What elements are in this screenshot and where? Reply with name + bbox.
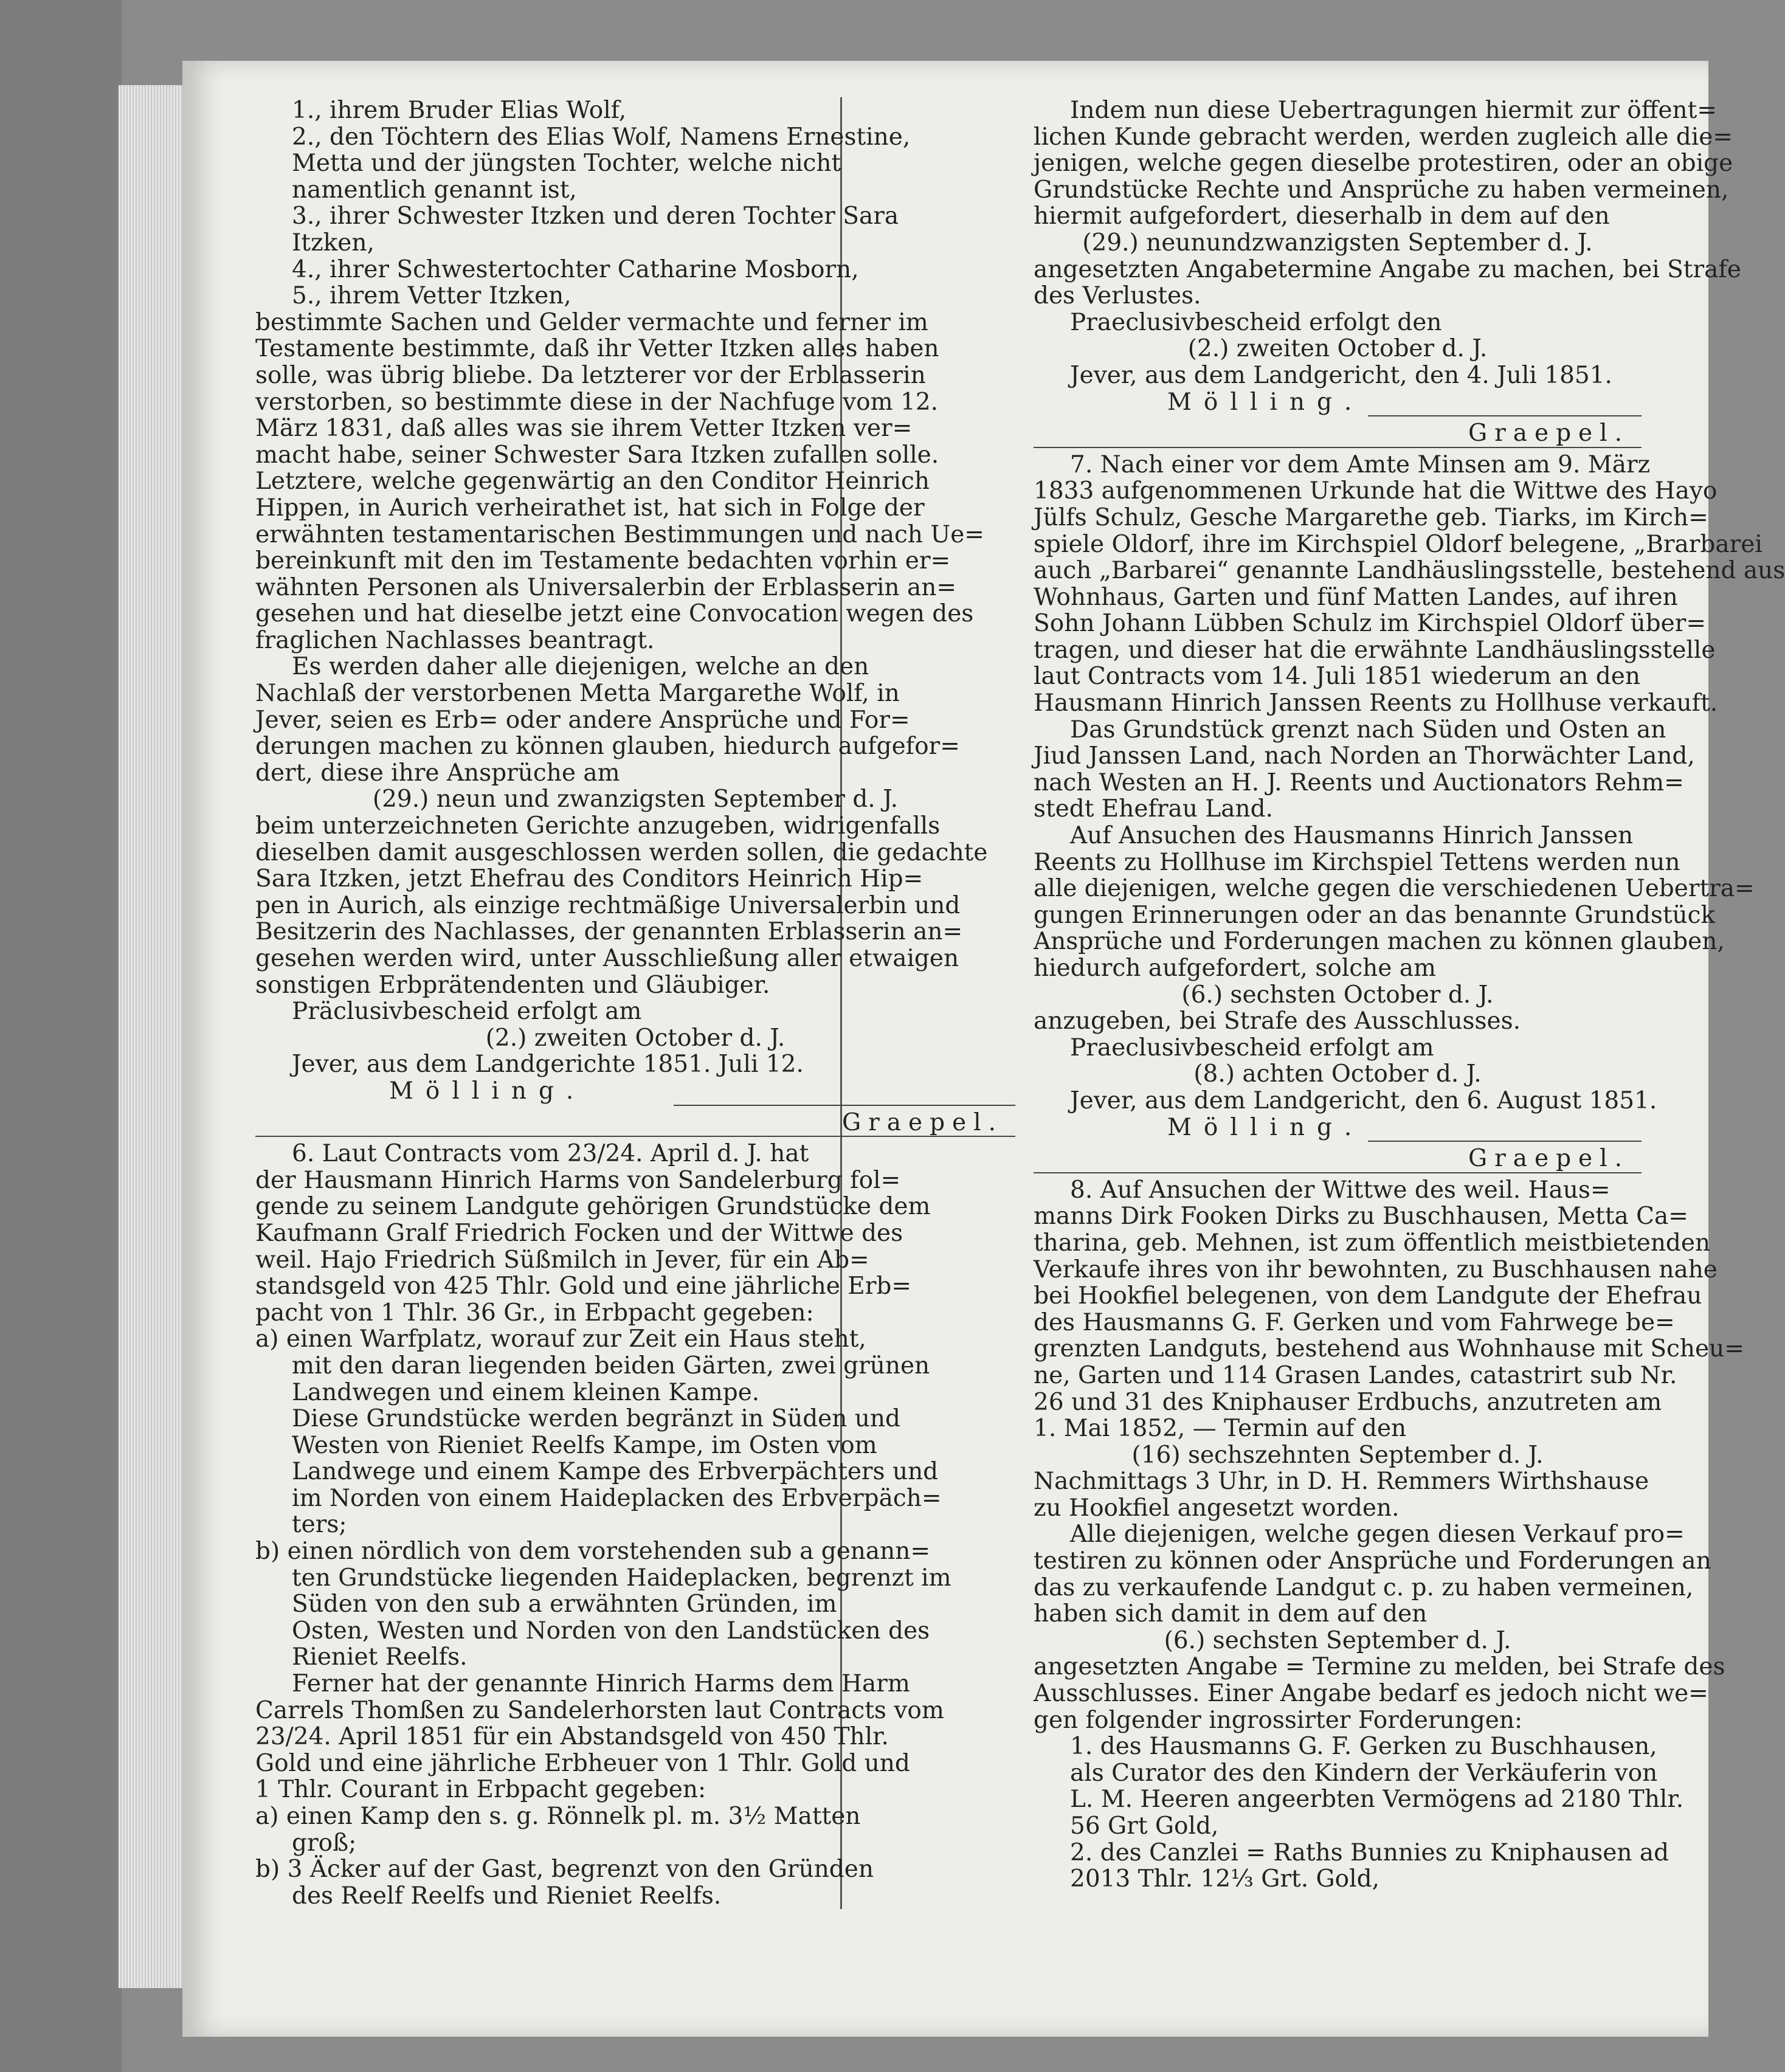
text-line: beim unterzeichneten Gerichte anzugeben, widrigenfalls — [255, 812, 941, 840]
text-line: macht habe, seiner Schwester Sara Itzken zufallen solle. — [255, 441, 939, 469]
text-line: nach Westen an H. J. Reents und Auctionators Rehm= — [1034, 768, 1684, 796]
text-line: Besitzerin des Nachlasses, der genannten Erblasserin an= — [255, 918, 963, 946]
text-line: Gold und eine jährliche Erbheuer von 1 Thlr. Gold und — [255, 1749, 910, 1777]
text-line: angesetzten Angabe = Termine zu melden, bei Strafe des — [1034, 1653, 1725, 1681]
text-line: tragen, und dieser hat die erwähnte Landhäuslingsstelle — [1034, 636, 1716, 664]
section-rule — [1034, 447, 1642, 448]
text-line: ters; — [292, 1511, 347, 1539]
text-line: Das Grundstück grenzt nach Süden und Osten an — [1070, 716, 1666, 744]
text-line: (8.) achten October d. J. — [1193, 1060, 1482, 1088]
left-column — [255, 97, 1015, 1909]
text-line: Wohnhaus, Garten und fünf Matten Landes, auf ihren — [1034, 583, 1678, 611]
text-line: b) einen nördlich von dem vorstehenden sub a genann= — [255, 1538, 931, 1566]
text-line: (29.) neun und zwanzigsten September d. J. — [372, 786, 899, 813]
text-line: namentlich genannt ist, — [292, 176, 577, 204]
text-line: weil. Hajo Friedrich Süßmilch in Jever, für ein Ab= — [255, 1246, 869, 1274]
text-line: Praeclusivbescheid erfolgt den — [1070, 308, 1442, 336]
text-line: Jever, aus dem Landgerichte 1851. Juli 12. — [292, 1051, 804, 1079]
text-line: Kaufmann Gralf Friedrich Focken und der Wittwe des — [255, 1219, 903, 1247]
text-line: Ansprüche und Forderungen machen zu können glauben, — [1034, 928, 1725, 956]
text-line: Verkaufe ihres von ihr bewohnten, zu Buschhausen nahe — [1034, 1255, 1718, 1283]
text-line: hiedurch aufgefordert, solche am — [1034, 955, 1436, 982]
text-line: Ausschlusses. Einer Angabe bedarf es jedoch nicht we= — [1034, 1680, 1708, 1708]
text-line: grenzten Landguts, bestehend aus Wohnhause mit Scheu= — [1034, 1335, 1744, 1363]
text-line: dieselben damit ausgeschlossen werden sollen, die gedachte — [255, 838, 988, 866]
text-line: (6.) sechsten September d. J. — [1164, 1626, 1511, 1654]
text-line: Mölling. — [389, 1077, 586, 1105]
text-line: Sara Itzken, jetzt Ehefrau des Conditors Heinrich Hip= — [255, 865, 924, 893]
text-line: (2.) zweiten October d. J. — [1187, 335, 1488, 363]
text-line: Reents zu Hollhuse im Kirchspiel Tettens werden nun — [1034, 848, 1680, 876]
text-line: 7. Nach einer vor dem Amte Minsen am 9. März — [1070, 451, 1651, 478]
text-line: ne, Garten und 114 Grasen Landes, catastrirt sub Nr. — [1034, 1361, 1677, 1389]
text-line: 4., ihrer Schwestertochter Catharine Mosborn, — [292, 255, 859, 283]
text-line: Jever, aus dem Landgericht, den 4. Juli 1851. — [1070, 361, 1612, 389]
text-line: derungen machen zu können glauben, hiedurch aufgefor= — [255, 733, 960, 761]
text-line: Landwege und einem Kampe des Erbverpächters und — [292, 1458, 939, 1486]
text-line: stedt Ehefrau Land. — [1034, 795, 1273, 823]
text-line: Präclusivbescheid erfolgt am — [292, 998, 642, 1026]
text-line: jenigen, welche gegen dieselbe protestiren, oder an obige — [1034, 150, 1733, 178]
text-line: gen folgender ingrossirter Forderungen: — [1034, 1706, 1523, 1734]
text-line: haben sich damit in dem auf den — [1034, 1600, 1428, 1628]
text-line: Jever, seien es Erb= oder andere Ansprüche und For= — [255, 706, 910, 734]
text-line: Indem nun diese Uebertragungen hiermit zur öffent= — [1070, 97, 1717, 124]
text-line: Hausmann Hinrich Janssen Reents zu Hollhuse verkauft. — [1034, 689, 1718, 717]
text-line: a) einen Warfplatz, worauf zur Zeit ein Haus steht, — [255, 1325, 866, 1353]
text-line: wähnten Personen als Universalerbin der Erblasserin an= — [255, 573, 956, 601]
text-line: groß; — [292, 1829, 357, 1857]
text-line: Letztere, welche gegenwärtig an den Conditor Heinrich — [255, 468, 930, 496]
text-line: L. M. Heeren angeerbten Vermögens ad 2180 Thlr. — [1070, 1786, 1684, 1814]
text-line: Nachlaß der verstorbenen Metta Margarethe Wolf, in — [255, 680, 900, 708]
text-line: Grundstücke Rechte und Ansprüche zu haben vermeinen, — [1034, 176, 1729, 204]
text-line: gesehen und hat dieselbe jetzt eine Convocation wegen des — [255, 600, 974, 628]
text-line: 1. Mai 1852, — Termin auf den — [1034, 1415, 1407, 1443]
text-line: Westen von Rieniet Reelfs Kampe, im Osten vom — [292, 1431, 877, 1459]
text-line: Graepel. — [1468, 420, 1629, 447]
text-line: spiele Oldorf, ihre im Kirchspiel Oldorf belegene, „Brarbarei — [1034, 530, 1763, 558]
text-line: Carrels Thomßen zu Sandelerhorsten laut Contracts vom — [255, 1696, 944, 1724]
text-line: (2.) zweiten October d. J. — [485, 1024, 785, 1052]
text-line: Hippen, in Aurich verheirathet ist, hat sich in Folge der — [255, 494, 925, 522]
text-line: März 1831, daß alles was sie ihrem Vetter Itzken ver= — [255, 415, 913, 443]
text-line: hiermit aufgefordert, dieserhalb in dem auf den — [1034, 202, 1610, 230]
text-line: 2013 Thlr. 12⅓ Grt. Gold, — [1070, 1865, 1379, 1893]
text-line: 6. Laut Contracts vom 23/24. April d. J. hat — [292, 1140, 809, 1168]
text-line: Sohn Johann Lübben Schulz im Kirchspiel Oldorf über= — [1034, 610, 1707, 638]
section-rule — [1368, 1141, 1642, 1142]
text-line: der Hausmann Hinrich Harms von Sandelerburg fol= — [255, 1166, 901, 1194]
text-line: Rieniet Reelfs. — [292, 1643, 468, 1671]
text-line: 1., ihrem Bruder Elias Wolf, — [292, 97, 627, 124]
text-line: als Curator des den Kindern der Verkäuferin von — [1070, 1759, 1658, 1787]
text-line: standsgeld von 425 Thlr. Gold und eine jährliche Erb= — [255, 1273, 911, 1300]
text-line: bereinkunft mit den im Testamente bedachten vorhin er= — [255, 547, 951, 575]
text-line: Praeclusivbescheid erfolgt am — [1070, 1034, 1434, 1062]
text-line: pacht von 1 Thlr. 36 Gr., in Erbpacht gegeben: — [255, 1299, 814, 1327]
book-page-edges — [119, 85, 185, 1988]
text-line: solle, was übrig bliebe. Da letzterer vor der Erblasserin — [255, 361, 926, 389]
text-line: (16) sechszehnten September d. J. — [1131, 1441, 1544, 1469]
text-line: testiren zu können oder Ansprüche und Forderungen an — [1034, 1547, 1711, 1575]
text-line: Auf Ansuchen des Hausmanns Hinrich Janssen — [1070, 822, 1634, 850]
text-line: Diese Grundstücke werden begränzt in Süden und — [292, 1405, 900, 1433]
text-line: sonstigen Erbprätendenten und Gläubiger. — [255, 971, 770, 999]
text-line: Süden von den sub a erwähnten Gründen, im — [292, 1590, 837, 1618]
section-rule — [674, 1105, 1016, 1106]
text-line: zu Hookfiel angesetzt worden. — [1034, 1494, 1400, 1522]
text-line: gende zu seinem Landgute gehörigen Grundstücke dem — [255, 1193, 931, 1221]
text-line: Osten, Westen und Norden von den Landstücken des — [292, 1617, 930, 1645]
text-line: tharina, geb. Mehnen, ist zum öffentlich meistbietenden — [1034, 1229, 1711, 1257]
text-line: erwähnten testamentarischen Bestimmungen und nach Ue= — [255, 520, 984, 548]
text-line: lichen Kunde gebracht werden, werden zugleich alle die= — [1034, 123, 1733, 151]
text-line: 23/24. April 1851 für ein Abstandsgeld von 450 Thlr. — [255, 1723, 889, 1751]
text-line: 8. Auf Ansuchen der Wittwe des weil. Haus= — [1070, 1176, 1611, 1204]
text-line: Jever, aus dem Landgericht, den 6. August 1851. — [1070, 1086, 1657, 1114]
text-line: auch „Barbarei“ genannte Landhäuslingsstelle, bestehend aus — [1034, 557, 1785, 585]
text-line: Mölling. — [1167, 1113, 1364, 1141]
text-line: des Hausmanns G. F. Gerken und vom Fahrwege be= — [1034, 1308, 1675, 1336]
text-line: 1833 aufgenommenen Urkunde hat die Wittwe des Hayo — [1034, 477, 1718, 505]
text-line: Alle diejenigen, welche gegen diesen Verkauf pro= — [1070, 1521, 1685, 1549]
text-line: dert, diese ihre Ansprüche am — [255, 759, 620, 787]
scan-backdrop — [0, 0, 122, 2072]
text-line: Itzken, — [292, 229, 375, 257]
text-line: Ferner hat der genannte Hinrich Harms dem Harm — [292, 1670, 910, 1698]
text-line: verstorben, so bestimmte diese in der Nachfuge vom 12. — [255, 388, 939, 416]
text-line: 3., ihrer Schwester Itzken und deren Tochter Sara — [292, 202, 899, 230]
section-rule — [1034, 1172, 1642, 1173]
text-line: alle diejenigen, welche gegen die verschiedenen Uebertra= — [1034, 875, 1755, 903]
text-line: manns Dirk Fooken Dirks zu Buschhausen, Metta Ca= — [1034, 1203, 1688, 1231]
text-line: angesetzten Angabetermine Angabe zu machen, bei Strafe — [1034, 255, 1741, 283]
text-line: pen in Aurich, als einzige rechtmäßige Universalerbin und — [255, 891, 961, 919]
text-line: im Norden von einem Haideplacken des Erbverpäch= — [292, 1484, 942, 1512]
text-line: 56 Grt Gold, — [1070, 1812, 1219, 1840]
text-line: Metta und der jüngsten Tochter, welche nicht — [292, 150, 841, 178]
text-line: bei Hookfiel belegenen, von dem Landgute der Ehefrau — [1034, 1282, 1702, 1310]
text-line: 1. des Hausmanns G. F. Gerken zu Buschhausen, — [1070, 1733, 1657, 1761]
right-column — [1034, 97, 1785, 1893]
text-line: 2. des Canzlei = Raths Bunnies zu Kniphausen ad — [1070, 1839, 1669, 1867]
text-line: Nachmittags 3 Uhr, in D. H. Remmers Wirthshause — [1034, 1468, 1649, 1496]
text-line: mit den daran liegenden beiden Gärten, zwei grünen — [292, 1352, 930, 1380]
text-line: Landwegen und einem kleinen Kampe. — [292, 1378, 760, 1406]
text-line: laut Contracts vom 14. Juli 1851 wiederum an den — [1034, 663, 1640, 691]
text-line: des Verlustes. — [1034, 282, 1201, 310]
text-line: das zu verkaufende Landgut c. p. zu haben vermeinen, — [1034, 1573, 1694, 1601]
text-line: (29.) neunundzwanzigsten September d. J. — [1082, 229, 1593, 257]
text-line: anzugeben, bei Strafe des Ausschlusses. — [1034, 1007, 1521, 1035]
text-line: Testamente bestimmte, daß ihr Vetter Itzken alles haben — [255, 335, 939, 363]
text-line: ten Grundstücke liegenden Haideplacken, begrenzt im — [292, 1564, 951, 1592]
text-line: Mölling. — [1167, 388, 1364, 416]
text-line: gungen Erinnerungen oder an das benannte Grundstück — [1034, 901, 1716, 929]
text-line: (6.) sechsten October d. J. — [1181, 981, 1494, 1009]
text-line: b) 3 Äcker auf der Gast, begrenzt von den Gründen — [255, 1856, 874, 1884]
text-line: a) einen Kamp den s. g. Rönnelk pl. m. 3½ Matten — [255, 1803, 861, 1830]
text-line: gesehen werden wird, unter Ausschließung aller etwaigen — [255, 945, 959, 972]
text-line: bestimmte Sachen und Gelder vermachte und ferner im — [255, 308, 928, 336]
text-line: des Reelf Reelfs und Rieniet Reelfs. — [292, 1882, 722, 1910]
text-line: Es werden daher alle diejenigen, welche an den — [292, 653, 869, 681]
text-line: Graepel. — [841, 1108, 1003, 1136]
text-line: Jülfs Schulz, Gesche Margarethe geb. Tiarks, im Kirch= — [1034, 503, 1708, 531]
section-rule — [1368, 415, 1642, 416]
text-line: 5., ihrem Vetter Itzken, — [292, 282, 571, 310]
text-line: 2., den Töchtern des Elias Wolf, Namens Ernestine, — [292, 123, 911, 151]
text-line: Jiud Janssen Land, nach Norden an Thorwächter Land, — [1034, 742, 1695, 770]
text-line: Graepel. — [1468, 1145, 1629, 1173]
text-line: 1 Thlr. Courant in Erbpacht gegeben: — [255, 1776, 706, 1804]
text-line: fraglichen Nachlasses beantragt. — [255, 626, 655, 654]
text-line: 26 und 31 des Kniphauser Erdbuchs, anzutreten am — [1034, 1388, 1662, 1416]
